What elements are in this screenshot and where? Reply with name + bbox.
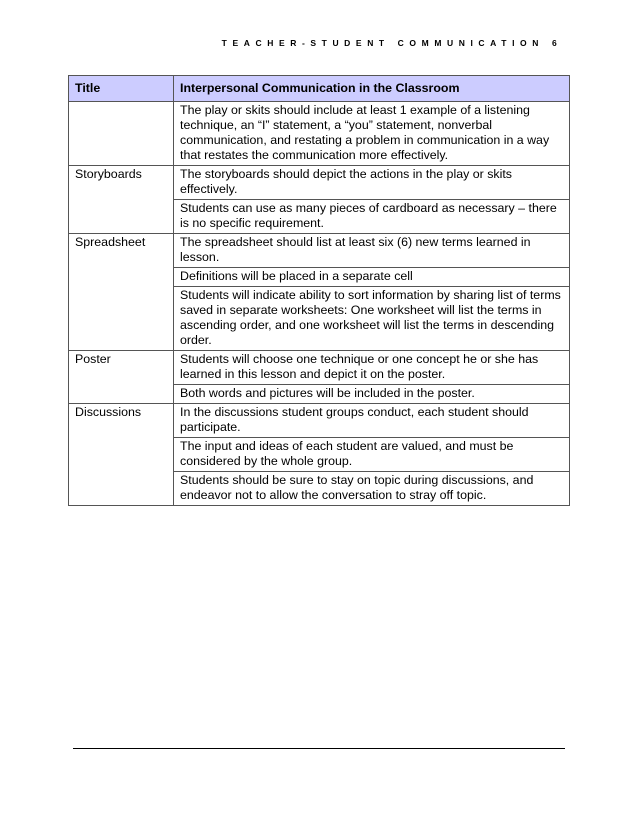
row-criterion: Students can use as many pieces of cardboard as necessary – there is no specific requirement. [174, 200, 570, 234]
table-row [69, 351, 570, 385]
row-criterion: Students will indicate ability to sort information by sharing list of terms saved in separate worksheets: One worksheet will list the terms in ascending order, and one worksheet will list the terms in descending order. [174, 287, 570, 351]
table-header-row [69, 76, 570, 102]
row-label-storyboards: Storyboards [69, 166, 174, 234]
table-row [69, 102, 570, 166]
running-title: TEACHER-STUDENT COMMUNICATION [221, 38, 544, 48]
row-criterion: The play or skits should include at least 1 example of a listening technique, an “I” statement, a “you” statement, nonverbal communication, and restating a problem in communication in a way that restates the communication more effectively. [174, 102, 570, 166]
row-criterion: In the discussions student groups conduct, each student should participate. [174, 404, 570, 438]
running-header [0, 38, 638, 52]
row-criterion: The spreadsheet should list at least six (6) new terms learned in lesson. [174, 234, 570, 268]
table-row [69, 166, 570, 200]
page-number: 6 [552, 38, 557, 48]
row-label-discussions: Discussions [69, 404, 174, 506]
row-criterion: Both words and pictures will be included in the poster. [174, 385, 570, 404]
table-row [69, 234, 570, 268]
row-label-spreadsheet: Spreadsheet [69, 234, 174, 351]
table-row [69, 404, 570, 438]
row-criterion: The storyboards should depict the actions in the play or skits effectively. [174, 166, 570, 200]
column-header-topic: Interpersonal Communication in the Classroom [174, 76, 570, 102]
row-label [69, 102, 174, 166]
footer-divider [73, 748, 565, 749]
row-criterion: Students will choose one technique or one concept he or she has learned in this lesson and depict it on the poster. [174, 351, 570, 385]
rubric-table [68, 75, 570, 506]
row-criterion: The input and ideas of each student are valued, and must be considered by the whole group. [174, 438, 570, 472]
column-header-title: Title [69, 76, 174, 102]
row-label-poster: Poster [69, 351, 174, 404]
row-criterion: Students should be sure to stay on topic during discussions, and endeavor not to allow the conversation to stray off topic. [174, 472, 570, 506]
row-criterion: Definitions will be placed in a separate cell [174, 268, 570, 287]
